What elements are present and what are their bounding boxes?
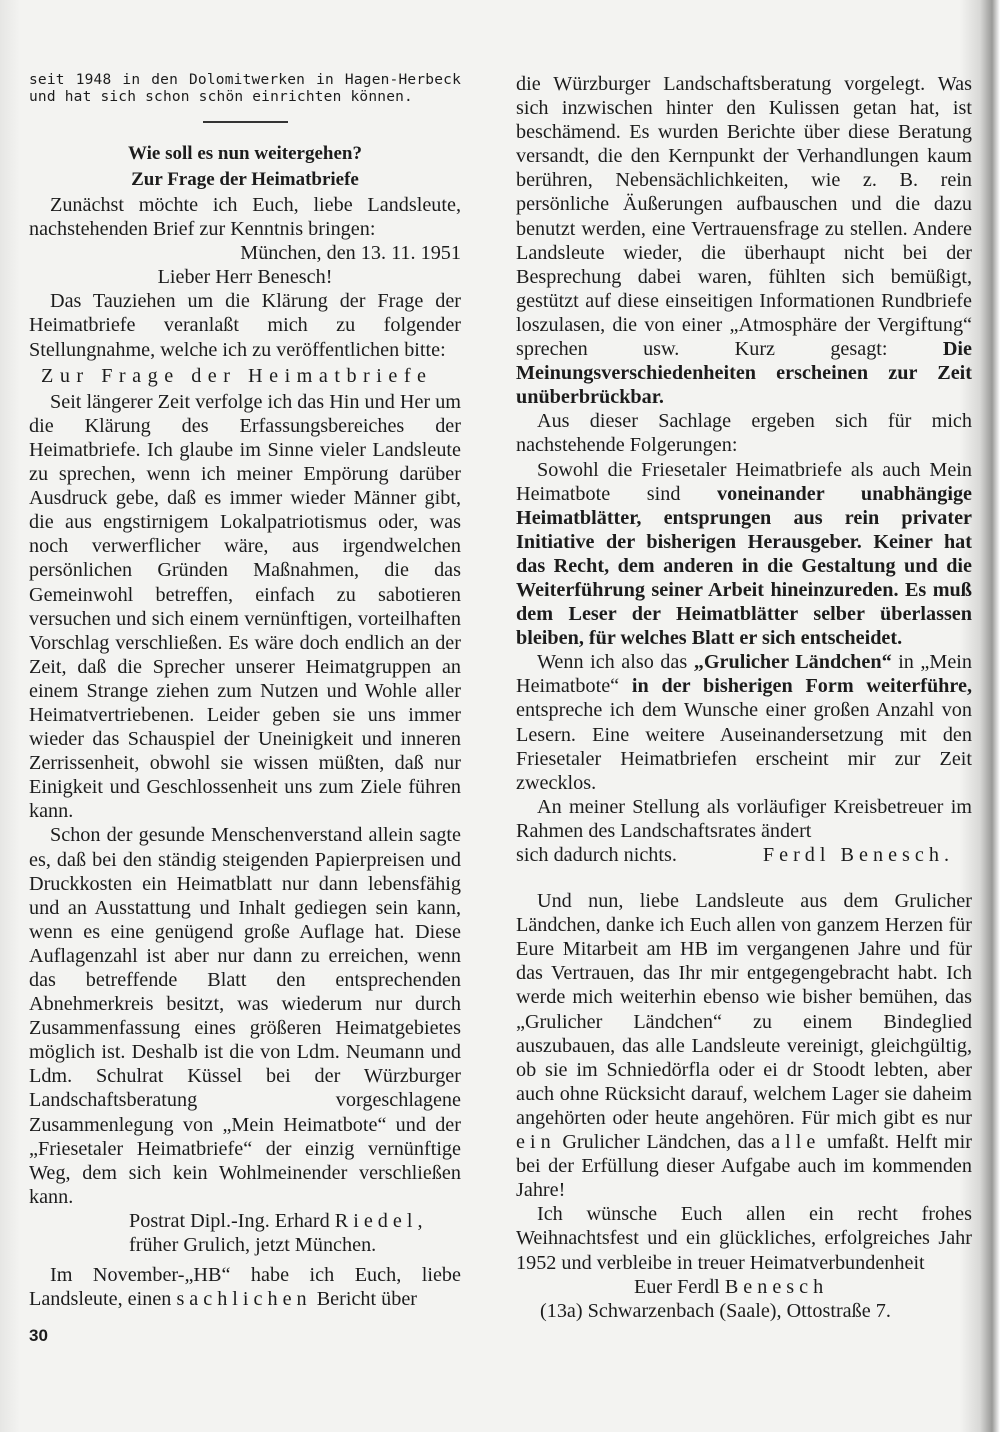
left-column: [29, 72, 461, 1311]
text-run: entspreche ich dem Wunsche einer großen Anzahl von Lesern. Eine weitere Auseinandersetzung mit den Friesetaler Heimatbriefen erscheint mir zur Zeit zwecklos.: [516, 699, 972, 794]
emphasis-spaced: ein: [516, 1131, 556, 1154]
body-paragraph: An meiner Stellung als vorläufiger Kreisbetreuer im Rahmen des Landschaftsrates ändert: [516, 795, 972, 842]
right-column: [516, 72, 972, 1323]
text-run: Euer Ferdl: [634, 1275, 725, 1298]
text-run: die Würzburger Landschaftsberatung vorgelegt. Was sich inzwischen hinter den Kulissen getan hat, ist beschämend. Es wurden Berichte über diese Beratung versandt, die den Kernpunkt der Verhandlungen kaum berühren, Nebensächlichkeiten, wie z. B. rein persönliche Äußerungen aufbauschen und die dazu benutzt werden, eine Vertrauensfrage zu stellen. Andere Landsleute wieder, die überhaupt nicht bei der Besprechung dabei waren, fühlten sich bemüßigt, gestützt auf diese einseitigen Informationen Rundbriefe loszulasen, die von einer „Atmosphäre der Vergiftung“ sprechen usw. Kurz gesagt:: [516, 73, 972, 361]
letter-signature-location: früher Grulich, jetzt München.: [129, 1234, 377, 1257]
section-subheading: Zur Frage der Heimatbriefe: [131, 169, 359, 190]
body-paragraph: [29, 1263, 461, 1311]
text-run: Im November-„HB“ habe ich Euch, liebe Landsleute, einen: [29, 1264, 461, 1311]
text-run: in „Mein Heimatbote“: [516, 651, 972, 698]
text-run: umfaßt. Helft mir bei der Erfüllung dieser Aufgabe auch im kommenden Jahre!: [516, 1131, 972, 1202]
emphasis-spaced: sachlichen: [176, 1288, 312, 1311]
emphasis-bold: voneinander unabhängige Heimatblätter, entsprungen aus rein privater Initiative der bisherigen Herausgeber. Keiner hat das Recht, dem anderen in die Gestaltung und die Weiterführung seiner Arbeit hineinzureden. Es muß dem Leser der Heimatblätter selber überlassen bleiben, für welches Blatt er sich entscheidet.: [516, 482, 972, 650]
body-paragraph: [516, 889, 972, 1202]
signature-title: Postrat Dipl.-Ing. Erhard: [129, 1209, 335, 1232]
emphasis-bold: Die Meinungsverschiedenheiten erscheinen zur Zeit unüberbrückbar.: [516, 338, 972, 409]
section-gap: [516, 867, 972, 889]
author-signature: Ferdl Benesch.: [762, 844, 954, 866]
letter-paragraph: Seit längerer Zeit verfolge ich das Hin und Her um die Klärung des Erfassungsbereiches der Heimatbriefe. Ich glaube im Sinne vieler Landsleute zu sprechen, wenn ich meiner Empörung darüber Ausdruck gebe, daß es immer wieder Männer gibt, die aus engstirnigem Lokalpatriotismus oder, was noch verwerflicher wäre, aus irgendwelchen persönlichen Gründen Maßnahmen, die das Gemeinwohl betreffen, einfach zu sabotieren versuchen und sich einem vernünftigen, vorteilhaften Vorschlag verschließen. Es wäre doch endlich an der Zeit, daß die Sprecher unserer Heimatgruppen an einem Strange ziehen zum Nutzen und Wohle aller Heimatvertriebenen. Leider geben sie uns immer wieder das Schauspiel der Uneinigkeit und inneren Zerrissenheit, obwohl sie wissen müßten, daß nur Einigkeit und Geschlossenheit uns zum Ziele führen kann.: [29, 390, 461, 823]
sender-address: (13a) Schwarzenbach (Saale), Ottostraße 7.: [540, 1299, 891, 1322]
text-run: Bericht über: [311, 1288, 418, 1311]
letter-paragraph: Das Tauziehen um die Klärung der Frage der Heimatbriefe veranlaßt mich zu folgender Stellungnahme, welche ich zu veröffentlichen bitte:: [29, 290, 461, 361]
text-run: sich dadurch nichts.: [516, 844, 677, 866]
page-number: 30: [29, 1326, 48, 1345]
emphasis-bold: in der bisherigen Form weiterführe,: [631, 675, 972, 698]
section-heading: Wie soll es nun weitergehen?: [128, 143, 362, 164]
closing-signature: [634, 1275, 972, 1299]
body-paragraph: [516, 650, 972, 795]
emphasis-spaced: alle: [771, 1131, 821, 1154]
letter-salutation: Lieber Herr Benesch!: [157, 266, 333, 289]
section-divider: [203, 121, 288, 123]
letter-spaced-title: Zur Frage der Heimatbriefe: [41, 364, 433, 387]
body-paragraph: Ich wünsche Euch allen ein recht frohes Weihnachtsfest und ein glückliches, erfolgreiches Jahr 1952 und verbleibe in treuer Heimatverbundenheit: [516, 1203, 972, 1274]
signature-name: Riedel,: [334, 1209, 428, 1232]
emphasis-bold: „Grulicher Ländchen“: [693, 651, 892, 674]
signed-line: [516, 843, 972, 867]
signature-name: Benesch: [724, 1275, 829, 1298]
body-paragraph: Aus dieser Sachlage ergeben sich für mich nachstehende Folgerungen:: [516, 410, 972, 457]
text-run: Grulicher Ländchen, das: [555, 1131, 772, 1154]
letter-date: München, den 13. 11. 1951: [240, 242, 461, 265]
text-run: Wenn ich also das: [537, 651, 694, 674]
intro-paragraph: Zunächst möchte ich Euch, liebe Landsleute, nachstehenden Brief zur Kenntnis bringen:: [29, 194, 461, 241]
body-paragraph: [516, 72, 972, 409]
text-run: Und nun, liebe Landsleute aus dem Grulicher Ländchen, danke ich Euch allen von ganzem Herzen für Eure Mitarbeit am HB im vergangenen Jahre und für das Vertrauen, das Ihr mir entgegengebracht habt. Ich werde mich weiterhin ebenso wie bisher bemühen, das „Grulicher Ländchen“ zu einem Bindeglied auszubauen, das alle Landsleute vereinigt, gleichgültig, ob sie im Schniedörfla oder ei dr Stoodt lebten, aber auch ohne Rücksicht darauf, welchem Lager sie daheim angehörten oder heute angehören. Für mich gibt es nur: [516, 890, 972, 1129]
letter-signature: [129, 1209, 461, 1233]
body-paragraph: [516, 458, 972, 651]
text-run: Sowohl die Friesetaler Heimatbriefe als auch Mein Heimatbote sind: [516, 458, 972, 505]
letter-paragraph: Schon der gesunde Menschenverstand allein sagte es, daß bei den ständig steigenden Papierpreisen und Druckkosten ein Heimatblatt nur dann lebensfähig und an Ausstattung und Inhalt gediegen sein kann, wenn es eine genügend große Auflage hat. Diese Auflagenzahl ist aber nur dann zu erreichen, wenn das betreffende Blatt den entsprechenden Abnehmerkreis besitzt, was wiederum nur durch Zusammenfassung eines größeren Heimatgebietes möglich ist. Deshalb ist die von Ldm. Neumann und Ldm. Schulrat Küssel bei der Würzburger Landschaftsberatung vorgeschlagene Zusammenlegung von „Mein Heimatbote“ und der „Friesetaler Heimatbriefe“ der einzig vernünftige Weg, dem sich kein Wohlmeinender verschließen kann.: [29, 824, 461, 1208]
intro-continuation: seit 1948 in den Dolomitwerken in Hagen-Herbeck und hat sich schon schön einrichten können.: [29, 72, 461, 105]
